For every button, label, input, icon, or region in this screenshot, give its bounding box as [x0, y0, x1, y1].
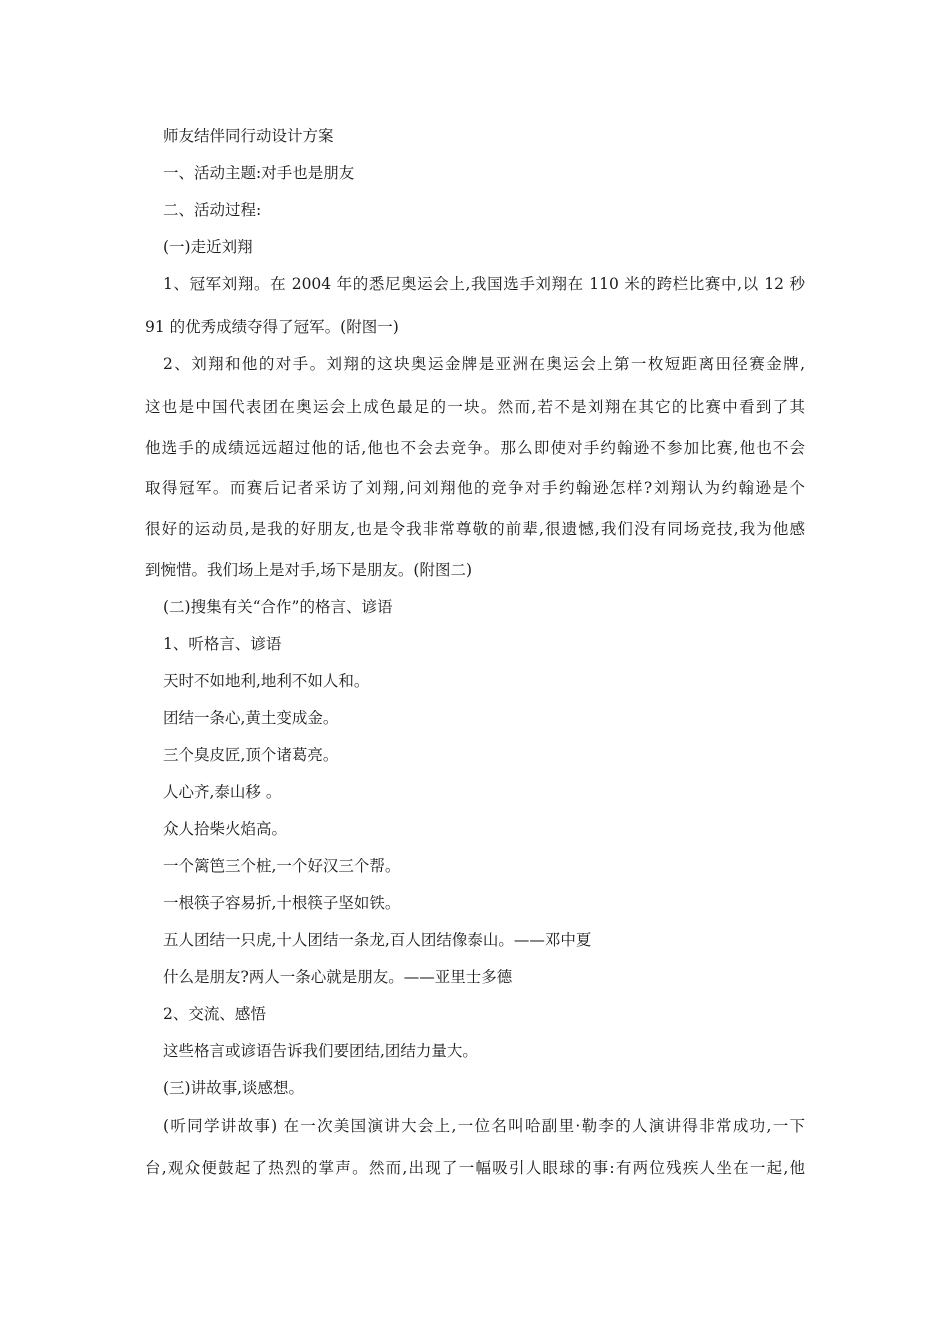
proverb-line: 天时不如地利,地利不如人和。	[163, 672, 370, 690]
proverb-line: 一个篱笆三个桩,一个好汉三个帮。	[163, 857, 401, 875]
paragraph-line: 2、刘翔和他的对手。刘翔的这块奥运金牌是亚洲在奥运会上第一枚短距离田径赛金牌,	[163, 355, 805, 373]
paragraph-line: 这也是中国代表团在奥运会上成色最足的一块。然而,若不是刘翔在其它的比赛中看到了其	[145, 398, 805, 416]
proverb-line: 团结一条心,黄土变成金。	[163, 709, 339, 727]
section-heading: (三)讲故事,谈感想。	[163, 1079, 305, 1097]
paragraph-line: 1、冠军刘翔。在 2004 年的悉尼奥运会上,我国选手刘翔在 110 米的跨栏比赛中,以 12 秒	[163, 275, 805, 293]
paragraph-line: (听同学讲故事) 在一次美国演讲大会上,一位名叫哈副里·勒李的人演讲得非常成功,一下	[163, 1117, 805, 1135]
paragraph-line: (一)走近刘翔	[163, 238, 253, 256]
paragraph-line: 取得冠军。而赛后记者采访了刘翔,问刘翔他的竞争对手约翰逊怎样?刘翔认为约翰逊是个	[145, 479, 805, 497]
proverb-line: 三个臭皮匠,顶个诸葛亮。	[163, 746, 339, 764]
paragraph-line: 一、活动主题:对手也是朋友	[163, 164, 355, 182]
paragraph-line: 到惋惜。我们场上是对手,场下是朋友。(附图二)	[145, 561, 473, 579]
proverb-line: 人心齐,泰山移 。	[163, 783, 282, 801]
paragraph-line: 91 的优秀成绩夺得了冠军。(附图一)	[145, 318, 399, 336]
document-title: 师友结伴同行动设计方案	[163, 127, 334, 145]
proverb-line: 五人团结一只虎,十人团结一条龙,百人团结像泰山。——邓中夏	[163, 931, 592, 949]
paragraph-line: 这些格言或谚语告诉我们要团结,团结力量大。	[163, 1042, 478, 1060]
paragraph-line: 1、听格言、谚语	[163, 635, 282, 653]
proverb-line: 什么是朋友?两人一条心就是朋友。——亚里士多德	[163, 968, 513, 986]
paragraph-line: 他选手的成绩远远超过他的话,他也不会去竞争。那么即使对手约翰逊不参加比赛,他也不会	[145, 439, 805, 457]
proverb-line: 众人拾柴火焰高。	[163, 820, 288, 838]
paragraph-line: 台,观众便鼓起了热烈的掌声。然而,出现了一幅吸引人眼球的事:有两位残疾人坐在一起,他	[145, 1159, 805, 1177]
proverb-line: 一根筷子容易折,十根筷子坚如铁。	[163, 894, 401, 912]
section-heading: (二)搜集有关“合作”的格言、谚语	[163, 598, 393, 616]
paragraph-line: 2、交流、感悟	[163, 1005, 266, 1023]
paragraph-line: 很好的运动员,是我的好朋友,也是令我非常尊敬的前辈,很遗憾,我们没有同场竞技,我为他感	[145, 520, 805, 538]
paragraph-line: 二、活动过程:	[163, 201, 262, 219]
